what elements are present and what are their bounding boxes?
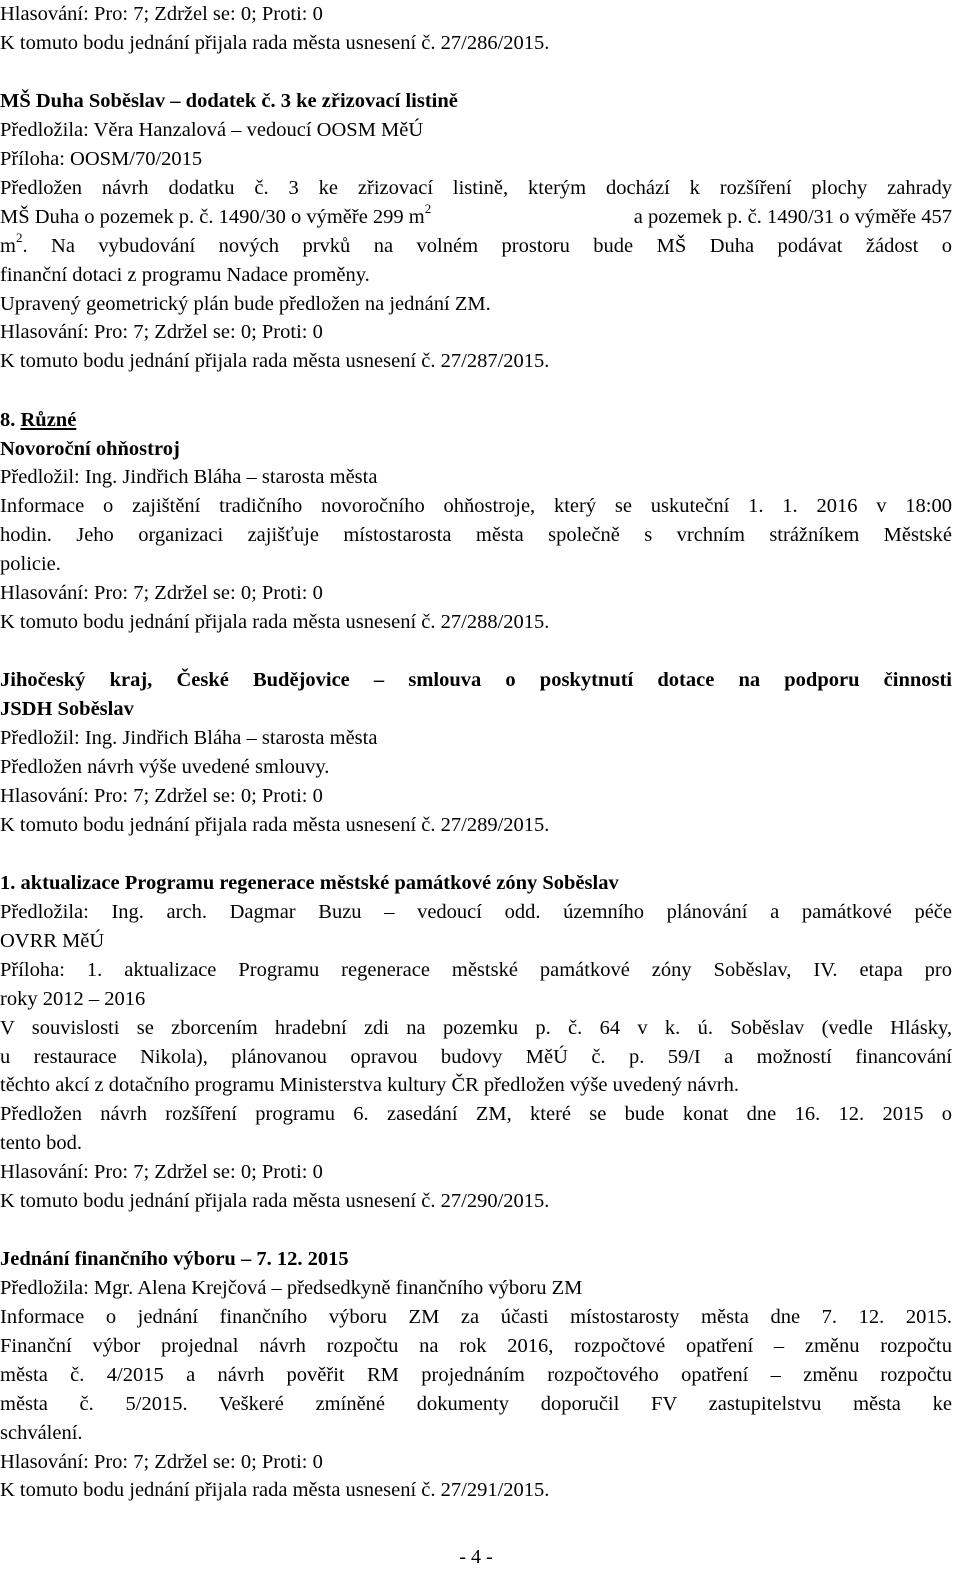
vote-line: Hlasování: Pro: 7; Zdržel se: 0; Proti: 0: [0, 582, 323, 605]
resolution-line: K tomuto bodu jednání přijala rada města usnesení č. 27/290/2015.: [0, 1189, 550, 1212]
resolution-line: K tomuto bodu jednání přijala rada města usnesení č. 27/288/2015.: [0, 610, 550, 633]
item-title: JSDH Soběslav: [0, 698, 134, 721]
paragraph-line: [0, 203, 952, 232]
paragraph-line: u restaurace Nikola), plánovanou opravou budovy MěÚ č. p. 59/I a možností financování: [0, 1045, 952, 1068]
paragraph-line: Předložen návrh dodatku č. 3 ke zřizovací listině, kterým dochází k rozšíření plochy zahrady: [0, 176, 952, 199]
paragraph-line: Upravený geometrický plán bude předložen na jednání ZM.: [0, 292, 491, 315]
item-title: Jihočeský kraj, České Budějovice – smlouva o poskytnutí dotace na podporu činnosti: [0, 669, 952, 692]
paragraph-text: m: [0, 234, 16, 257]
vote-line: Hlasování: Pro: 7; Zdržel se: 0; Proti: 0: [0, 784, 323, 807]
vote-line: Hlasování: Pro: 7; Zdržel se: 0; Proti: 0: [0, 3, 323, 25]
paragraph-line: [0, 232, 952, 261]
paragraph-line: hodin. Jeho organizaci zajišťuje místostarosta města společně s vrchním strážníkem Městské: [0, 524, 952, 547]
item-title: MŠ Duha Soběslav – dodatek č. 3 ke zřizovací listině: [0, 90, 458, 113]
paragraph-text: MŠ Duha o pozemek p. č. 1490/30 o výměře 299 m: [0, 205, 425, 228]
paragraph-line: Finanční výbor projednal návrh rozpočtu na rok 2016, rozpočtové opatření – změnu rozpočtu: [0, 1335, 952, 1358]
attachment-line: Příloha: OOSM/70/2015: [0, 148, 203, 171]
superscript: 2: [15, 231, 23, 245]
presenter-line: Předložila: Mgr. Alena Krejčová – předsedkyně finančního výboru ZM: [0, 1277, 583, 1300]
vote-line: Hlasování: Pro: 7; Zdržel se: 0; Proti: 0: [0, 1450, 323, 1473]
resolution-line: K tomuto bodu jednání přijala rada města usnesení č. 27/287/2015.: [0, 350, 550, 373]
presenter-line: Předložil: Ing. Jindřich Bláha – starosta města: [0, 727, 378, 750]
presenter-line: Předložila: Ing. arch. Dagmar Buzu – vedoucí odd. územního plánování a památkové péče: [0, 901, 952, 924]
resolution-line: K tomuto bodu jednání přijala rada města usnesení č. 27/286/2015.: [0, 31, 550, 54]
paragraph-line: Předložen návrh rozšíření programu 6. zasedání ZM, které se bude konat dne 16. 12. 2015 o: [0, 1103, 952, 1126]
presenter-line: OVRR MěÚ: [0, 929, 105, 952]
resolution-line: K tomuto bodu jednání přijala rada města usnesení č. 27/291/2015.: [0, 1479, 550, 1502]
item-title: Novoroční ohňostroj: [0, 437, 180, 460]
paragraph-line: policie.: [0, 553, 61, 576]
attachment-line: Příloha: 1. aktualizace Programu regenerace městské památkové zóny Soběslav, IV. etapa pro: [0, 958, 952, 981]
paragraph-line: těchto akcí z dotačního programu Ministerstva kultury ČR předložen výše uvedený návrh.: [0, 1074, 739, 1097]
attachment-line: roky 2012 – 2016: [0, 987, 146, 1010]
paragraph-line: finanční dotaci z programu Nadace proměny.: [0, 263, 370, 286]
paragraph-text: . Na vybudování nových prvků na volném prostoru bude MŠ Duha podávat žádost o: [22, 234, 952, 257]
paragraph-line: Informace o jednání finančního výboru ZM za účasti místostarosty města dne 7. 12. 2015.: [0, 1306, 952, 1329]
presenter-line: Předložil: Ing. Jindřich Bláha – starosta města: [0, 466, 378, 489]
resolution-line: K tomuto bodu jednání přijala rada města usnesení č. 27/289/2015.: [0, 813, 550, 836]
paragraph-line: Informace o zajištění tradičního novoročního ohňostroje, který se uskuteční 1. 1. 2016 v 18:00: [0, 495, 952, 518]
vote-line: Hlasování: Pro: 7; Zdržel se: 0; Proti: 0: [0, 321, 323, 344]
paragraph-line: schválení.: [0, 1421, 83, 1444]
item-title: 1. aktualizace Programu regenerace městské památkové zóny Soběslav: [0, 872, 619, 895]
paragraph-text: a pozemek p. č. 1490/31 o výměře 457: [633, 205, 952, 228]
paragraph-line: města č. 4/2015 a návrh pověřit RM projednáním rozpočtového opatření – změnu rozpočtu: [0, 1363, 952, 1386]
vote-line: Hlasování: Pro: 7; Zdržel se: 0; Proti: 0: [0, 1161, 323, 1184]
section-number: 8.: [0, 408, 16, 431]
section-title: Různé: [20, 408, 77, 431]
paragraph-line: Předložen návrh výše uvedené smlouvy.: [0, 755, 330, 778]
item-title: Jednání finančního výboru – 7. 12. 2015: [0, 1248, 349, 1271]
paragraph-line: V souvislosti se zborcením hradební zdi na pozemku p. č. 64 v k. ú. Soběslav (vedle Hlásky,: [0, 1016, 952, 1039]
presenter-line: Předložila: Věra Hanzalová – vedoucí OOSM MěÚ: [0, 119, 424, 142]
section-heading: [0, 406, 952, 435]
superscript: 2: [424, 201, 432, 217]
page-number: - 4 -: [459, 1546, 493, 1568]
paragraph-line: města č. 5/2015. Veškeré zmíněné dokumenty doporučil FV zastupitelstvu města ke: [0, 1392, 952, 1415]
paragraph-line: tento bod.: [0, 1132, 82, 1155]
